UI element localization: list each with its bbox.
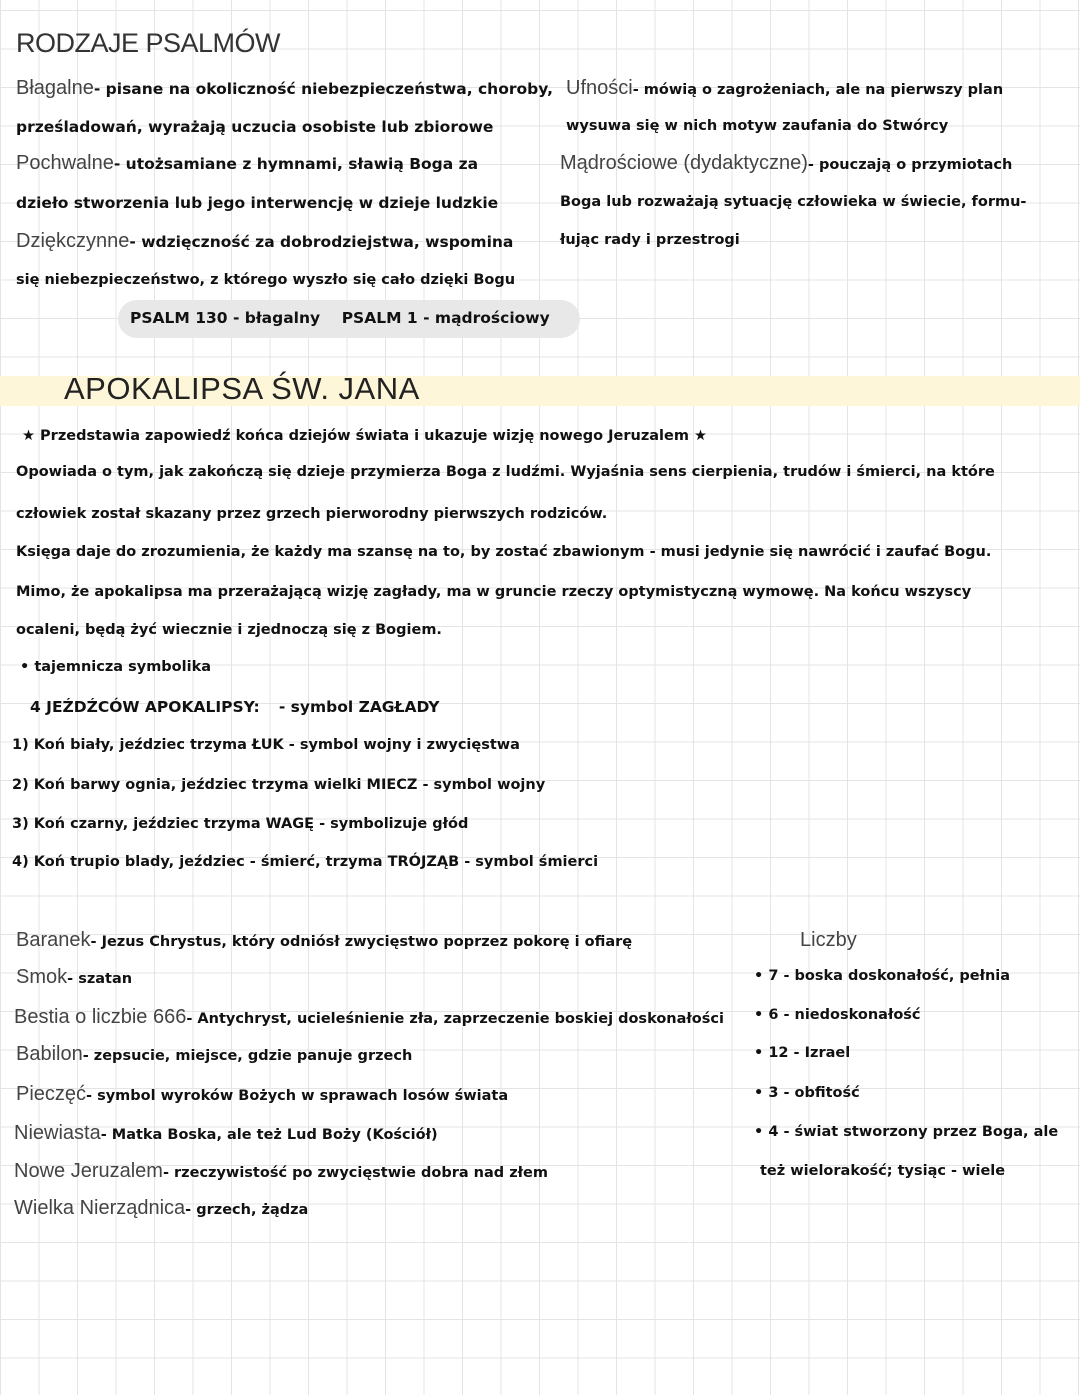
psalm-type-madrosciowe <box>560 152 1012 175</box>
symbol-term: Niewiasta <box>14 1122 101 1144</box>
psalms-title: RODZAJE PSALMÓW <box>16 28 281 58</box>
term: Mądrościowe (dydaktyczne) <box>560 152 808 174</box>
symbol-term: Nowe Jeruzalem <box>14 1160 163 1182</box>
number-item: • 12 - Izrael <box>754 1045 851 1061</box>
symbol-term: Pieczęć <box>16 1083 87 1105</box>
symbol-def: - Jezus Chrystus, który odniósł zwycięstwo poprzez pokorę i ofiarę <box>90 934 633 950</box>
number-item: • 3 - obfitość <box>754 1085 860 1101</box>
symbol-term: Smok <box>16 966 68 988</box>
psalm-type-blagalne <box>16 77 553 100</box>
symbol-row <box>16 929 632 952</box>
definition-cont: dzieło stworzenia lub jego interwencję w dzieje ludzkie <box>16 194 499 212</box>
definition: - mówią o zagrożeniach, ale na pierwszy plan <box>632 82 1004 98</box>
symbol-row <box>16 1043 412 1066</box>
psalm-type-ufnosci <box>566 77 1003 100</box>
number-item: też wielorakość; tysiąc - wiele <box>760 1163 1006 1179</box>
definition: - pouczają o przymiotach <box>807 157 1013 173</box>
symbol-def: - szatan <box>67 971 133 987</box>
psalm-type-dziekczynne <box>16 230 513 253</box>
psalm-type-pochwalne <box>16 152 478 175</box>
symbol-def: - rzeczywistość po zwycięstwie dobra nad złem <box>162 1165 548 1181</box>
definition-cont: Boga lub rozważają sytuację człowieka w świecie, formu- <box>560 194 1027 210</box>
symbol-def: - zepsucie, miejsce, gdzie panuje grzech <box>82 1048 413 1064</box>
number-item: • 4 - świat stworzony przez Boga, ale <box>754 1124 1059 1140</box>
horsemen-heading <box>30 697 439 716</box>
apocalypse-para-line: człowiek został skazany przez grzech pierworodny pierwszych rodziców. <box>16 506 608 522</box>
symbol-term: Baranek <box>16 929 91 951</box>
horseman-item: 1) Koń biały, jeździec trzyma ŁUK - symbol wojny i zwycięstwa <box>12 737 520 753</box>
symbol-row <box>14 1006 724 1029</box>
number-item: • 7 - boska doskonałość, pełnia <box>754 968 1011 984</box>
definition-cont: łując rady i przestrogi <box>560 232 740 248</box>
psalm-examples: PSALM 130 - błagalny PSALM 1 - mądrościowy <box>130 309 550 327</box>
horseman-item: 3) Koń czarny, jeździec trzyma WAGĘ - symbolizuje głód <box>12 816 469 832</box>
symbol-def: - grzech, żądza <box>185 1202 309 1218</box>
symbol-term: Bestia o liczbie 666 <box>14 1006 187 1028</box>
apocalypse-para-line: ocaleni, będą żyć wiecznie i zjednoczą się z Bogiem. <box>16 622 442 638</box>
definition: - utożsamiane z hymnami, sławią Boga za <box>113 155 479 173</box>
symbol-row <box>14 1122 438 1145</box>
symbol-def: - Matka Boska, ale też Lud Boży (Kościół) <box>100 1127 438 1143</box>
apocalypse-star-line: ★ Przedstawia zapowiedź końca dziejów świata i ukazuje wizję nowego Jeruzalem ★ <box>22 428 707 444</box>
horseman-item: 4) Koń trupio blady, jeździec - śmierć, trzyma TRÓJZĄB - symbol śmierci <box>12 854 599 870</box>
horseman-item: 2) Koń barwy ognia, jeździec trzyma wielki MIECZ - symbol wojny <box>12 777 546 793</box>
symbol-term: Babilon <box>16 1043 83 1065</box>
apocalypse-title: APOKALIPSA ŚW. JANA <box>64 371 420 406</box>
symbol-row <box>14 1197 308 1220</box>
definition: - wdzięczność za dobrodziejstwa, wspomina <box>129 233 514 251</box>
numbers-title: Liczby <box>800 929 857 951</box>
symbol-def: - Antychryst, ucieleśnienie zła, zaprzeczenie boskiej doskonałości <box>186 1011 724 1027</box>
definition-cont: wysuwa się w nich motyw zaufania do Stwórcy <box>566 118 949 134</box>
term: Dziękczynne <box>16 230 130 252</box>
number-item: • 6 - niedoskonałość <box>754 1007 921 1023</box>
symbol-term: Wielka Nierządnica <box>14 1197 186 1219</box>
definition: - pisane na okoliczność niebezpieczeństwa, choroby, <box>93 80 554 98</box>
term: Pochwalne <box>16 152 114 174</box>
term: Ufności <box>566 77 633 99</box>
symbol-row <box>16 966 132 989</box>
horsemen-symbol: - symbol ZAGŁADY <box>278 698 440 716</box>
apocalypse-para-line: Księga daje do zrozumienia, że każdy ma szansę na to, by zostać zbawionym - musi jedynie się nawrócić i zaufać Bogu. <box>16 544 992 560</box>
symbolism-bullet: • tajemnicza symbolika <box>20 659 212 675</box>
horsemen-title: 4 JEŹDŹCÓW APOKALIPSY: <box>30 698 260 716</box>
symbol-def: - symbol wyroków Bożych w sprawach losów świata <box>86 1088 509 1104</box>
symbol-row <box>14 1160 548 1183</box>
symbol-row <box>16 1083 508 1106</box>
apocalypse-para-line: Opowiada o tym, jak zakończą się dzieje przymierza Boga z ludźmi. Wyjaśnia sens cierpienia, trudów i śmierci, na które <box>16 464 995 480</box>
term: Błagalne <box>16 77 94 99</box>
definition-cont: prześladowań, wyrażają uczucia osobiste lub zbiorowe <box>16 118 494 136</box>
apocalypse-para-line: Mimo, że apokalipsa ma przerażającą wizję zagłady, ma w gruncie rzeczy optymistyczną wymowę. Na końcu wszyscy <box>16 584 972 600</box>
definition-cont: się niebezpieczeństwo, z którego wyszło się cało dzięki Bogu <box>16 272 516 288</box>
